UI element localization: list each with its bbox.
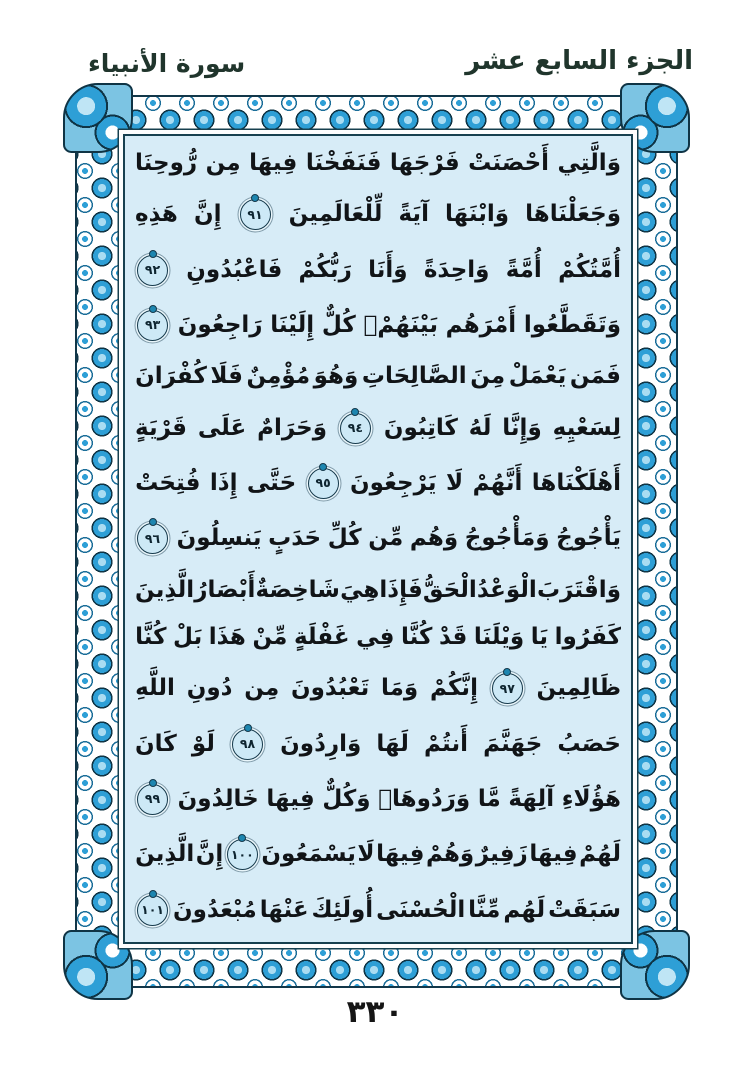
verse-word: قَرْيَةٍ bbox=[135, 414, 187, 441]
verse-line bbox=[135, 729, 621, 760]
verse-word: وَهُوَ bbox=[313, 363, 359, 390]
verse-word: الْحَقُّ bbox=[422, 576, 477, 603]
verse-word: يَعْمَلْ bbox=[508, 363, 567, 390]
verse-word: وَاقْتَرَبَ bbox=[536, 576, 621, 603]
verse-word: أَحْصَنَتْ bbox=[468, 150, 550, 177]
verse-word: تَعْبُدُونَ bbox=[291, 675, 370, 702]
verse-word: خَالِدُونَ bbox=[177, 786, 259, 813]
verse-lines bbox=[135, 140, 621, 938]
verse-word: الْحُسْنَى bbox=[376, 896, 466, 923]
verse-word: لَهُمْ bbox=[579, 841, 621, 868]
verse-word: فَمَن bbox=[569, 363, 621, 390]
verse-word: مَّا bbox=[477, 786, 501, 813]
verse-word: كُنَّا bbox=[135, 624, 167, 651]
verse-word: كَانَ bbox=[135, 730, 177, 757]
verse-word: لَهَا bbox=[376, 730, 409, 757]
verse-word: فَرْجَهَا bbox=[389, 150, 460, 177]
verse-word: هِيَ bbox=[340, 576, 380, 603]
verse-number: ١٠٠ bbox=[230, 846, 254, 862]
verse-word: لِّلْعَالَمِينَ bbox=[288, 201, 383, 228]
verse-word: وَالَّتِي bbox=[557, 150, 621, 177]
verse-word: كُلِّ bbox=[327, 525, 362, 552]
verse-word: لَوْ bbox=[191, 730, 215, 757]
verse-word: هَذَا bbox=[208, 624, 246, 651]
verse-word: أُولَئِكَ bbox=[311, 896, 374, 923]
verse-word: أَمْرَهُم bbox=[445, 312, 517, 339]
verse-word: أُمَّةً bbox=[505, 256, 542, 283]
verse-word: لَا bbox=[357, 841, 375, 868]
verse-number-medallion bbox=[240, 199, 271, 230]
verse-word: لَهُ bbox=[468, 414, 492, 441]
surah-label: سورة الأنبياء bbox=[88, 49, 246, 78]
medallion-finial-dot bbox=[244, 724, 252, 732]
verse-word: عَنْهَا bbox=[259, 896, 309, 923]
verse-word: ظَالِمِينَ bbox=[536, 675, 621, 702]
verse-word: لِسَعْيِهِ bbox=[552, 414, 621, 441]
verse-word: أَنَّهُمْ bbox=[472, 470, 523, 497]
verse-number-medallion bbox=[137, 310, 168, 341]
verse-number: ٩٩ bbox=[144, 791, 161, 807]
verse-word: أَهْلَكْنَاهَا bbox=[531, 470, 621, 497]
ornamental-border-frame bbox=[75, 95, 678, 988]
page-number: ٣٣٠ bbox=[346, 994, 404, 1030]
verse-word: مُبْعَدُونَ bbox=[172, 896, 257, 923]
verse-text-panel bbox=[123, 134, 633, 944]
verse-word: يَنسِلُونَ bbox=[176, 525, 262, 552]
verse-word: الَّذِينَ bbox=[135, 841, 195, 868]
verse-word: وَحَرَامٌ bbox=[257, 414, 328, 441]
medallion-finial-dot bbox=[319, 463, 327, 471]
verse-word: كَفَرُوا bbox=[554, 624, 621, 651]
verse-word: وَإِنَّا bbox=[502, 414, 542, 441]
verse-number: ٩٢ bbox=[144, 262, 161, 278]
medallion-finial-dot bbox=[149, 305, 157, 313]
verse-word: فِيهَا bbox=[529, 841, 578, 868]
verse-word: يَا bbox=[530, 624, 549, 651]
verse-word: سَبَقَتْ bbox=[548, 896, 621, 923]
verse-line bbox=[135, 576, 621, 603]
verse-number-medallion bbox=[137, 784, 168, 815]
verse-word: لَا bbox=[446, 470, 464, 497]
verse-word: فِيهَا bbox=[376, 841, 425, 868]
verse-word: كُنَّا bbox=[400, 624, 433, 651]
verse-word: يَسْمَعُونَ bbox=[261, 841, 356, 868]
verse-word: الْوَعْدُ bbox=[476, 576, 537, 603]
verse-word: وَكُلٌّ bbox=[322, 786, 371, 813]
verse-word: إِنَّكُمْ bbox=[430, 675, 478, 702]
verse-word: هَذِهِ bbox=[135, 201, 178, 228]
verse-word: إِذَا bbox=[209, 470, 238, 497]
medallion-finial-dot bbox=[503, 668, 511, 676]
verse-number: ٩٤ bbox=[347, 420, 364, 436]
verse-number: ٩٧ bbox=[499, 680, 515, 696]
verse-word: حَصَبُ bbox=[557, 730, 621, 757]
verse-line bbox=[135, 523, 621, 554]
verse-number-medallion bbox=[137, 255, 168, 286]
verse-number-medallion bbox=[340, 413, 371, 444]
verse-line bbox=[135, 365, 621, 388]
verse-word: وَرَدُوهَاۖ bbox=[378, 786, 471, 813]
verse-word: الَّذِينَ bbox=[135, 576, 195, 603]
verse-word: فِي bbox=[356, 624, 395, 651]
verse-word: لَهُم bbox=[503, 896, 546, 923]
medallion-finial-dot bbox=[149, 890, 157, 898]
verse-word: بَيْنَهُمْۖ bbox=[363, 312, 438, 339]
verse-word: دُونِ bbox=[186, 675, 233, 702]
verse-word: فَاعْبُدُونِ bbox=[186, 256, 283, 283]
verse-word: رَاجِعُونَ bbox=[177, 312, 263, 339]
verse-word: مِنَ bbox=[470, 363, 506, 390]
verse-number-medallion bbox=[232, 729, 263, 760]
verse-word: يَأْجُوجُ bbox=[556, 525, 621, 552]
verse-word: وَجَعَلْنَاهَا bbox=[525, 201, 621, 228]
medallion-finial-dot bbox=[251, 194, 259, 202]
verse-number-medallion bbox=[227, 839, 258, 870]
verse-word: فِيهَا bbox=[266, 786, 315, 813]
verse-word: أَنتُمْ bbox=[424, 730, 468, 757]
verse-word: قَدْ bbox=[438, 624, 468, 651]
verse-number-medallion bbox=[137, 523, 168, 554]
verse-number: ٩٨ bbox=[239, 736, 256, 752]
verse-word: فَنَفَخْنَا bbox=[305, 150, 382, 177]
verse-number: ٩٦ bbox=[144, 530, 161, 546]
verse-number-medallion bbox=[492, 673, 523, 704]
verse-word: آلِهَةً bbox=[508, 786, 555, 813]
verse-word: مُؤْمِنٌ bbox=[246, 363, 311, 390]
verse-word: كُفْرَانَ bbox=[135, 363, 207, 390]
verse-line bbox=[135, 199, 621, 230]
verse-word: أَبْصَارُ bbox=[194, 576, 256, 603]
verse-number: ٩٣ bbox=[144, 317, 161, 333]
verse-word: الصَّالِحَاتِ bbox=[361, 363, 467, 390]
verse-word: مِن bbox=[244, 675, 280, 702]
verse-line bbox=[135, 413, 621, 444]
verse-number: ٩٥ bbox=[315, 475, 331, 491]
verse-word: مِّن bbox=[368, 525, 404, 552]
verse-line bbox=[135, 310, 621, 341]
verse-line bbox=[135, 839, 621, 870]
medallion-finial-dot bbox=[351, 408, 359, 416]
verse-line bbox=[135, 152, 621, 175]
verse-word: وَاحِدَةً bbox=[423, 256, 490, 283]
verse-word: وَهُمْ bbox=[425, 841, 475, 868]
verse-word: اللَّهِ bbox=[135, 675, 175, 702]
verse-number: ١٠١ bbox=[141, 902, 165, 917]
verse-line bbox=[135, 468, 621, 499]
verse-word: إِلَيْنَا bbox=[270, 312, 315, 339]
verse-word: وَارِدُونَ bbox=[280, 730, 362, 757]
verse-word: فِيهَا bbox=[249, 150, 298, 177]
verse-word: جَهَنَّمَ bbox=[483, 730, 543, 757]
verse-word: فُتِحَتْ bbox=[135, 470, 201, 497]
verse-word: حَدَبٍ bbox=[268, 525, 322, 552]
verse-number-medallion bbox=[137, 895, 168, 926]
verse-word: فَإِذَا bbox=[379, 576, 423, 603]
verse-word: أُمَّتُكُمْ bbox=[558, 256, 621, 283]
medallion-finial-dot bbox=[238, 834, 246, 842]
verse-word: كُلٌّ bbox=[321, 312, 356, 339]
verse-word: شَاخِصَةٌ bbox=[255, 576, 340, 603]
verse-word: وَأَنَا bbox=[368, 256, 408, 283]
verse-word: مِن bbox=[205, 150, 241, 177]
medallion-finial-dot bbox=[149, 779, 157, 787]
verse-word: رَبُّكُمْ bbox=[298, 256, 352, 283]
verse-word: رُّوحِنَا bbox=[135, 150, 198, 177]
verse-word: كَاتِبُونَ bbox=[383, 414, 458, 441]
verse-word: وَمَأْجُوجُ bbox=[464, 525, 550, 552]
verse-word: هَؤُلَاءِ bbox=[561, 786, 621, 813]
verse-word: وَهُم bbox=[409, 525, 459, 552]
verse-word: وَيْلَنَا bbox=[473, 624, 525, 651]
verse-word: إِنَّ bbox=[193, 201, 222, 228]
verse-word: آيَةً bbox=[398, 201, 429, 228]
medallion-finial-dot bbox=[149, 250, 157, 258]
verse-word: غَفْلَةٍ bbox=[293, 624, 350, 651]
verse-word: زَفِيرٌ bbox=[475, 841, 528, 868]
verse-line bbox=[135, 784, 621, 815]
verse-word: مِّنْ bbox=[252, 624, 288, 651]
juz-label: الجزء السابع عشر bbox=[465, 46, 693, 76]
verse-word: إِنَّ bbox=[195, 841, 224, 868]
verse-word: وَابْنَهَا bbox=[445, 201, 510, 228]
verse-word: عَلَى bbox=[197, 414, 247, 441]
verse-number-medallion bbox=[308, 468, 339, 499]
verse-word: مِّنَّا bbox=[468, 896, 501, 923]
verse-word: وَمَا bbox=[381, 675, 419, 702]
verse-line bbox=[135, 895, 621, 926]
verse-word: فَلَا bbox=[210, 363, 243, 390]
verse-number: ٩١ bbox=[247, 206, 263, 222]
verse-line bbox=[135, 626, 621, 649]
medallion-finial-dot bbox=[149, 518, 157, 526]
verse-word: بَلْ bbox=[173, 624, 203, 651]
verse-word: يَرْجِعُونَ bbox=[350, 470, 437, 497]
verse-word: وَتَقَطَّعُوا bbox=[523, 312, 621, 339]
verse-line bbox=[135, 255, 621, 286]
verse-line bbox=[135, 673, 621, 704]
verse-word: حَتَّى bbox=[246, 470, 297, 497]
